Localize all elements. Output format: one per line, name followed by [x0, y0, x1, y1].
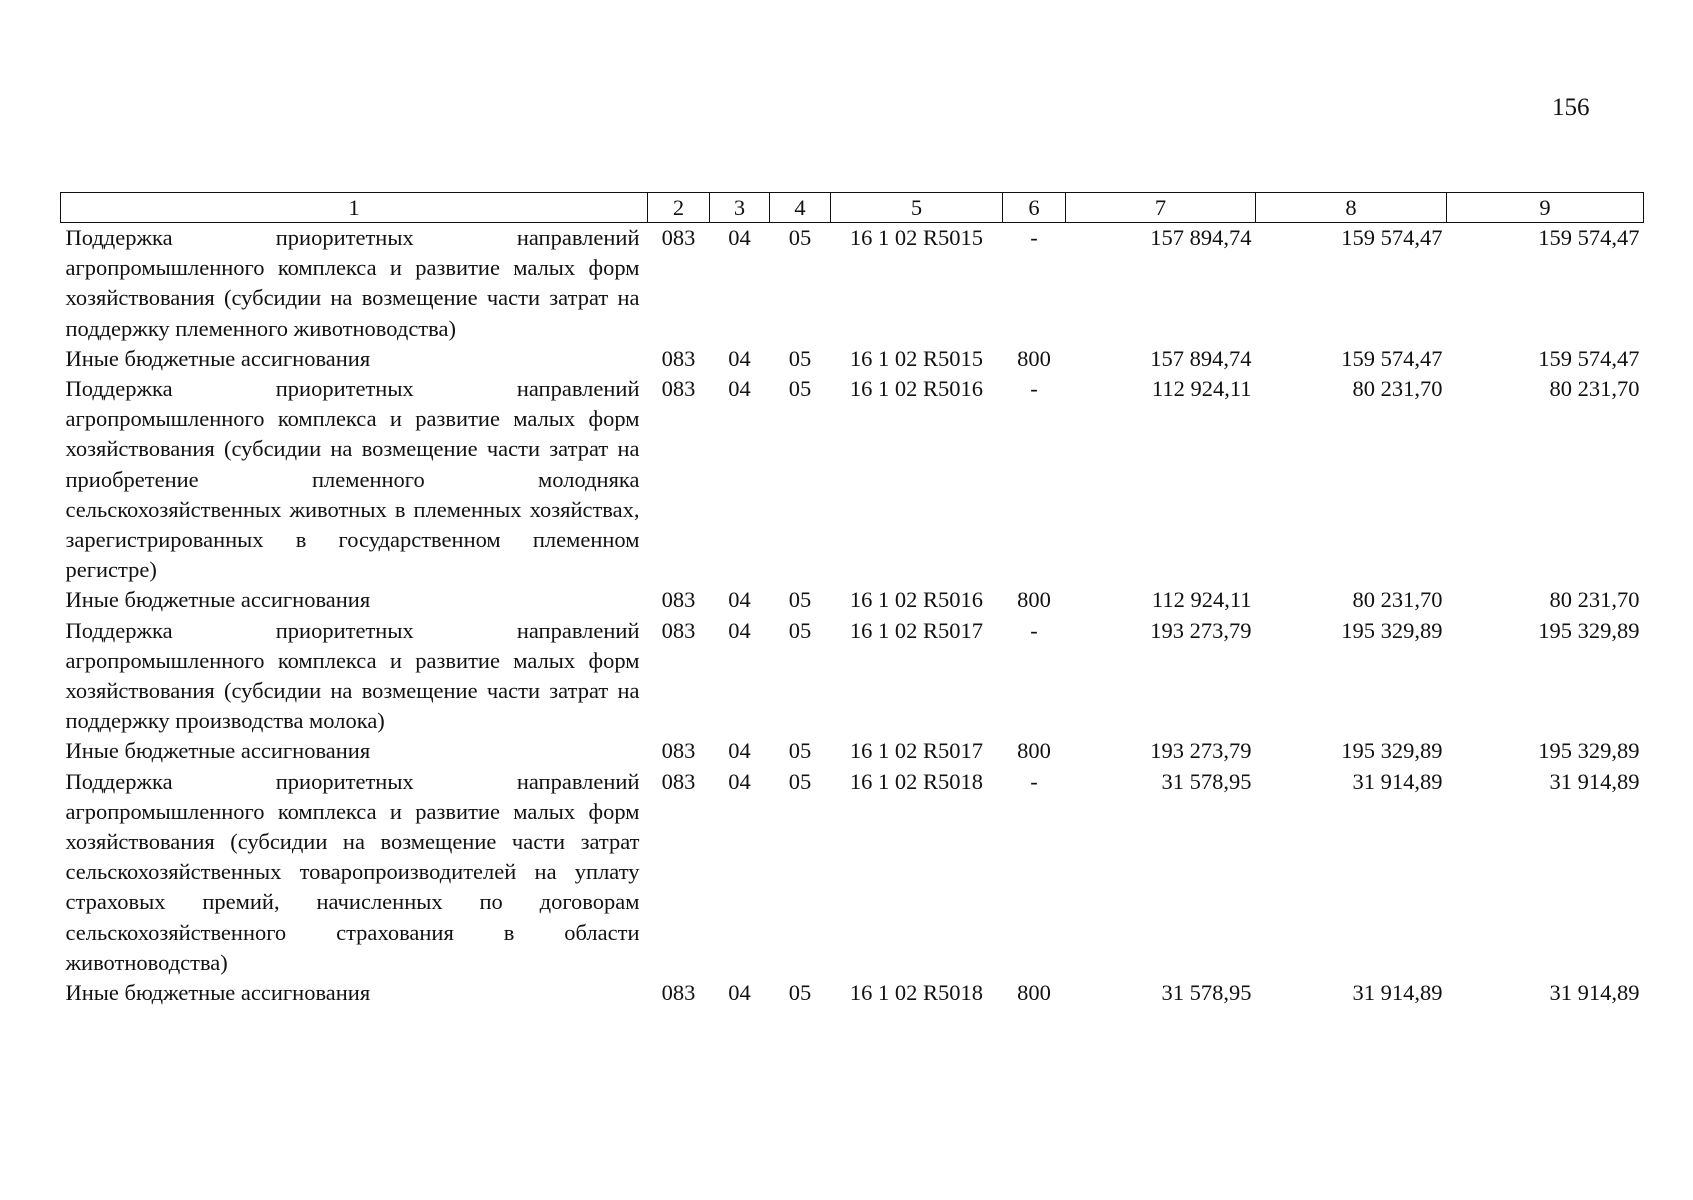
- row-name: Поддержка приоритетных направлений агропромышленного комплекса и развитие малых форм хозяйствования (субсидии на возмещение части затрат сельскохозяйственных товаропроизводителей на уплату страховых премий, начисленных по договорам сельскохозяйственного страхования в области животноводства): [65, 768, 640, 975]
- row-amount-3: 31 914,89: [1549, 980, 1640, 1006]
- header-col-2: 2: [648, 193, 710, 223]
- header-row: [61, 193, 1644, 223]
- row-amount-1: 193 273,79: [1150, 738, 1252, 764]
- table-row: [61, 978, 1644, 1008]
- row-amount-3: 31 914,89: [1549, 768, 1640, 794]
- row-section: 04: [728, 587, 751, 613]
- table-header: [61, 193, 1644, 223]
- row-amount-2: 159 574,47: [1341, 345, 1443, 371]
- row-amount-2: 31 914,89: [1352, 768, 1443, 794]
- row-subsection: 05: [788, 345, 812, 371]
- row-target-article: 16 1 02 R5017: [849, 617, 984, 643]
- row-subsection: 05: [788, 587, 812, 613]
- row-target-article: 16 1 02 R5018: [849, 980, 984, 1006]
- row-amount-2: 195 329,89: [1341, 738, 1443, 764]
- row-target-article: 16 1 02 R5015: [849, 225, 984, 250]
- row-amount-1: 112 924,11: [1151, 376, 1252, 402]
- row-section: 04: [728, 738, 751, 764]
- row-section: 04: [728, 980, 751, 1006]
- table-body: [61, 223, 1644, 1009]
- row-subsection: 05: [788, 225, 812, 250]
- header-col-9: 9: [1447, 193, 1644, 223]
- row-amount-3: 195 329,89: [1538, 617, 1640, 643]
- header-col-3: 3: [710, 193, 770, 223]
- row-name: Иные бюджетные ассигнования: [65, 980, 371, 1006]
- table-row: [61, 616, 1644, 737]
- row-amount-1: 31 578,95: [1161, 768, 1252, 794]
- row-name: Иные бюджетные ассигнования: [65, 738, 371, 764]
- row-amount-1: 193 273,79: [1150, 617, 1252, 643]
- row-subsection: 05: [788, 376, 812, 402]
- row-section: 04: [728, 225, 751, 250]
- row-name: Иные бюджетные ассигнования: [65, 587, 371, 613]
- row-amount-3: 159 574,47: [1538, 225, 1640, 250]
- row-expense-type: 800: [1017, 980, 1051, 1006]
- row-amount-2: 80 231,70: [1352, 376, 1443, 402]
- row-name: Поддержка приоритетных направлений агропромышленного комплекса и развитие малых форм хозяйствования (субсидии на возмещение части затрат на приобретение племенного молодняка сельскохозяйственных животных в племенных хозяйствах, зарегистрированных в государственном племенном регистре): [65, 376, 640, 583]
- header-col-4: 4: [770, 193, 831, 223]
- row-amount-2: 31 914,89: [1352, 980, 1443, 1006]
- row-subsection: 05: [788, 738, 812, 764]
- row-amount-2: 80 231,70: [1352, 587, 1443, 613]
- row-grbs: 083: [661, 225, 696, 250]
- row-amount-1: 157 894,74: [1150, 225, 1252, 250]
- table-row: [61, 585, 1644, 615]
- table-row: [61, 736, 1644, 766]
- row-expense-type: -: [1030, 617, 1038, 643]
- row-amount-2: 195 329,89: [1341, 617, 1443, 643]
- row-expense-type: 800: [1017, 345, 1051, 371]
- row-amount-3: 80 231,70: [1549, 587, 1640, 613]
- row-target-article: 16 1 02 R5016: [849, 376, 984, 402]
- row-name: Поддержка приоритетных направлений агропромышленного комплекса и развитие малых форм хозяйствования (субсидии на возмещение части затрат на поддержку производства молока): [65, 617, 640, 734]
- row-grbs: 083: [661, 738, 696, 764]
- row-target-article: 16 1 02 R5018: [849, 768, 984, 794]
- table-row: [61, 767, 1644, 978]
- row-target-article: 16 1 02 R5015: [849, 345, 984, 371]
- budget-table: [60, 192, 1644, 1008]
- row-grbs: 083: [661, 376, 696, 402]
- row-grbs: 083: [661, 617, 696, 643]
- row-name: Поддержка приоритетных направлений агропромышленного комплекса и развитие малых форм хозяйствования (субсидии на возмещение части затрат на поддержку племенного животноводства): [65, 225, 640, 341]
- row-amount-1: 157 894,74: [1150, 345, 1252, 371]
- row-grbs: 083: [661, 768, 696, 794]
- header-col-8: 8: [1256, 193, 1447, 223]
- row-expense-type: -: [1030, 768, 1038, 794]
- row-expense-type: -: [1030, 225, 1038, 250]
- header-col-6: 6: [1003, 193, 1066, 223]
- page-number: 156: [1552, 94, 1590, 121]
- row-subsection: 05: [788, 980, 812, 1006]
- table-row: [61, 223, 1644, 344]
- table-row: [61, 344, 1644, 374]
- row-expense-type: -: [1030, 376, 1038, 402]
- header-col-1: 1: [61, 193, 648, 223]
- row-section: 04: [728, 617, 751, 643]
- row-grbs: 083: [661, 980, 696, 1006]
- row-grbs: 083: [661, 345, 696, 371]
- row-amount-2: 159 574,47: [1341, 225, 1443, 250]
- row-grbs: 083: [661, 587, 696, 613]
- row-amount-3: 80 231,70: [1549, 376, 1640, 402]
- row-section: 04: [728, 376, 751, 402]
- row-amount-1: 31 578,95: [1161, 980, 1252, 1006]
- row-amount-1: 112 924,11: [1151, 587, 1252, 613]
- row-subsection: 05: [788, 768, 812, 794]
- row-expense-type: 800: [1017, 738, 1051, 764]
- header-col-7: 7: [1066, 193, 1256, 223]
- table-row: [61, 374, 1644, 585]
- row-section: 04: [728, 768, 751, 794]
- row-amount-3: 159 574,47: [1538, 345, 1640, 371]
- row-target-article: 16 1 02 R5016: [849, 587, 984, 613]
- header-col-5: 5: [831, 193, 1003, 223]
- row-subsection: 05: [788, 617, 812, 643]
- row-section: 04: [728, 345, 751, 371]
- row-expense-type: 800: [1017, 587, 1051, 613]
- row-name: Иные бюджетные ассигнования: [65, 345, 371, 371]
- row-target-article: 16 1 02 R5017: [849, 738, 984, 764]
- row-amount-3: 195 329,89: [1538, 738, 1640, 764]
